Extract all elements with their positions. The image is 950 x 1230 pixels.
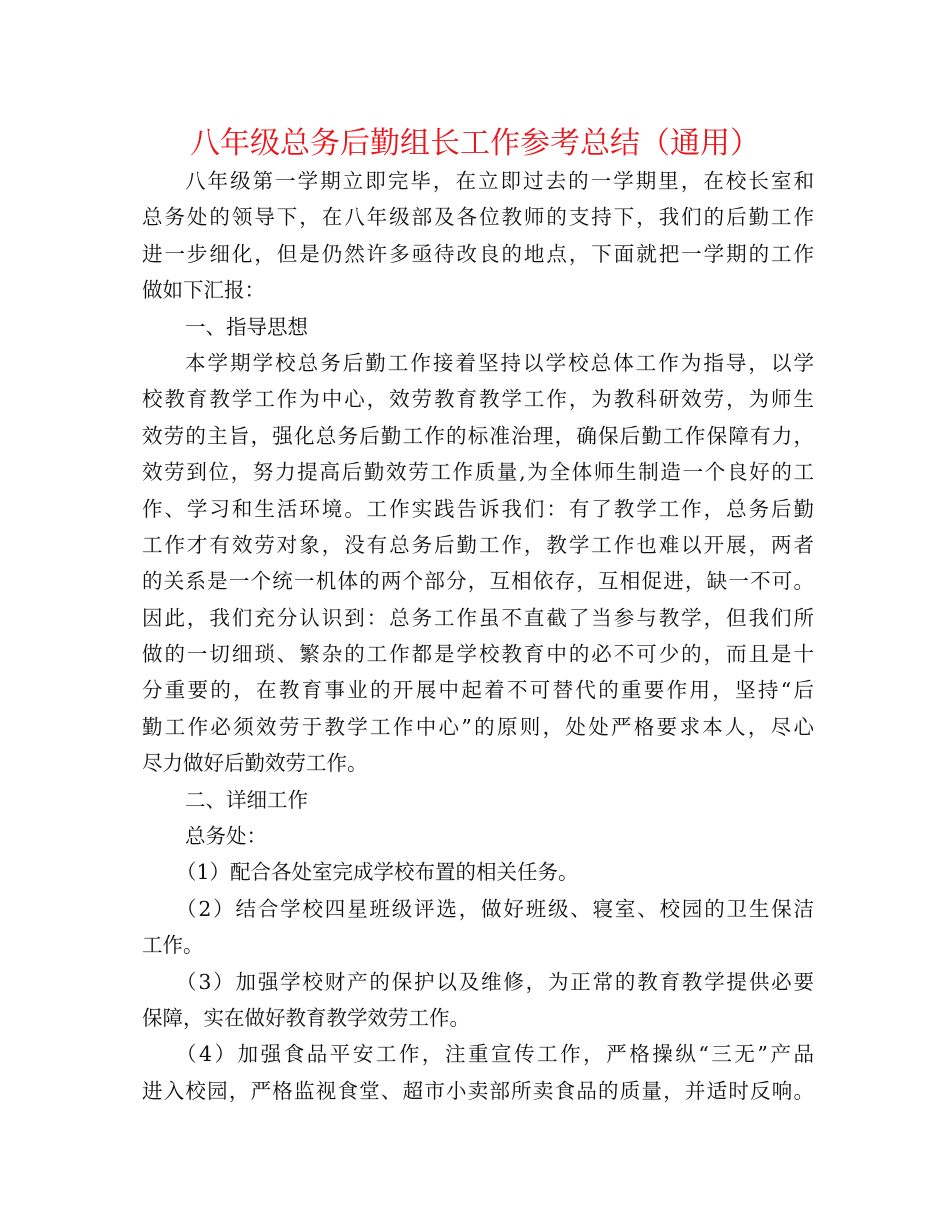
list-item: （4）加强食品平安工作，注重宣传工作，严格操纵“三无”产品 <box>176 1042 814 1067</box>
section-heading: 二、详细工作 <box>185 787 308 812</box>
subsection-label: 总务处： <box>185 824 267 849</box>
list-item-continuation: 工作。 <box>142 933 204 958</box>
paragraph-line: 总务处的领导下，在八年级部及各位教师的支持下，我们的后勤工作 <box>142 205 814 230</box>
paragraph-line: 尽力做好后勤效劳工作。 <box>142 751 368 776</box>
paragraph-line: 进一步细化，但是仍然许多亟待改良的地点，下面就把一学期的工作 <box>142 241 814 266</box>
list-item-continuation: 进入校园，严格监视食堂、超市小卖部所卖食品的质量，并适时反响。 <box>142 1078 814 1103</box>
paragraph-line: 做的一切细琐、繁杂的工作都是学校教育中的必不可少的，而且是十 <box>142 642 814 667</box>
paragraph-line: 的关系是一个统一机体的两个部分，互相依存，互相促进，缺一不可。 <box>142 569 814 594</box>
paragraph-line: 本学期学校总务后勤工作接着坚持以学校总体工作为指导，以学 <box>185 350 814 375</box>
paragraph-line: 校教育教学工作为中心，效劳教育教学工作，为教科研效劳，为师生 <box>142 387 814 412</box>
paragraph-line: 勤工作必须效劳于教学工作中心”的原则，处处严格要求本人，尽心 <box>142 714 814 739</box>
paragraph-line: 做如下汇报： <box>142 278 265 303</box>
list-item: （1）配合各处室完成学校布置的相关任务。 <box>176 860 579 885</box>
paragraph-line: 因此，我们充分认识到：总务工作虽不直截了当参与教学，但我们所 <box>142 605 814 630</box>
document-body <box>142 163 814 1109</box>
document-title: 八年级总务后勤组长工作参考总结（通用） <box>190 126 760 161</box>
paragraph-line: 分重要的，在教育事业的开展中起着不可替代的重要作用，坚持“后 <box>142 678 814 703</box>
paragraph-line: 效劳的主旨，强化总务后勤工作的标准治理，确保后勤工作保障有力， <box>142 423 814 448</box>
section-heading: 一、指导思想 <box>185 314 308 339</box>
paragraph-line: 效劳到位，努力提高后勤效劳工作质量,为全体师生制造一个良好的工 <box>142 460 814 485</box>
list-item: （2）结合学校四星班级评选，做好班级、寝室、校园的卫生保洁 <box>176 896 814 921</box>
paragraph-line: 工作才有效劳对象，没有总务后勤工作，教学工作也难以开展，两者 <box>142 532 814 557</box>
list-item-continuation: 保障，实在做好教育教学效劳工作。 <box>142 1005 470 1030</box>
list-item: （3）加强学校财产的保护以及维修，为正常的教育教学提供必要 <box>176 969 814 994</box>
paragraph-line: 八年级第一学期立即完毕，在立即过去的一学期里，在校长室和 <box>185 169 814 193</box>
paragraph-line: 作、学习和生活环境。工作实践告诉我们：有了教学工作，总务后勤 <box>142 496 814 521</box>
